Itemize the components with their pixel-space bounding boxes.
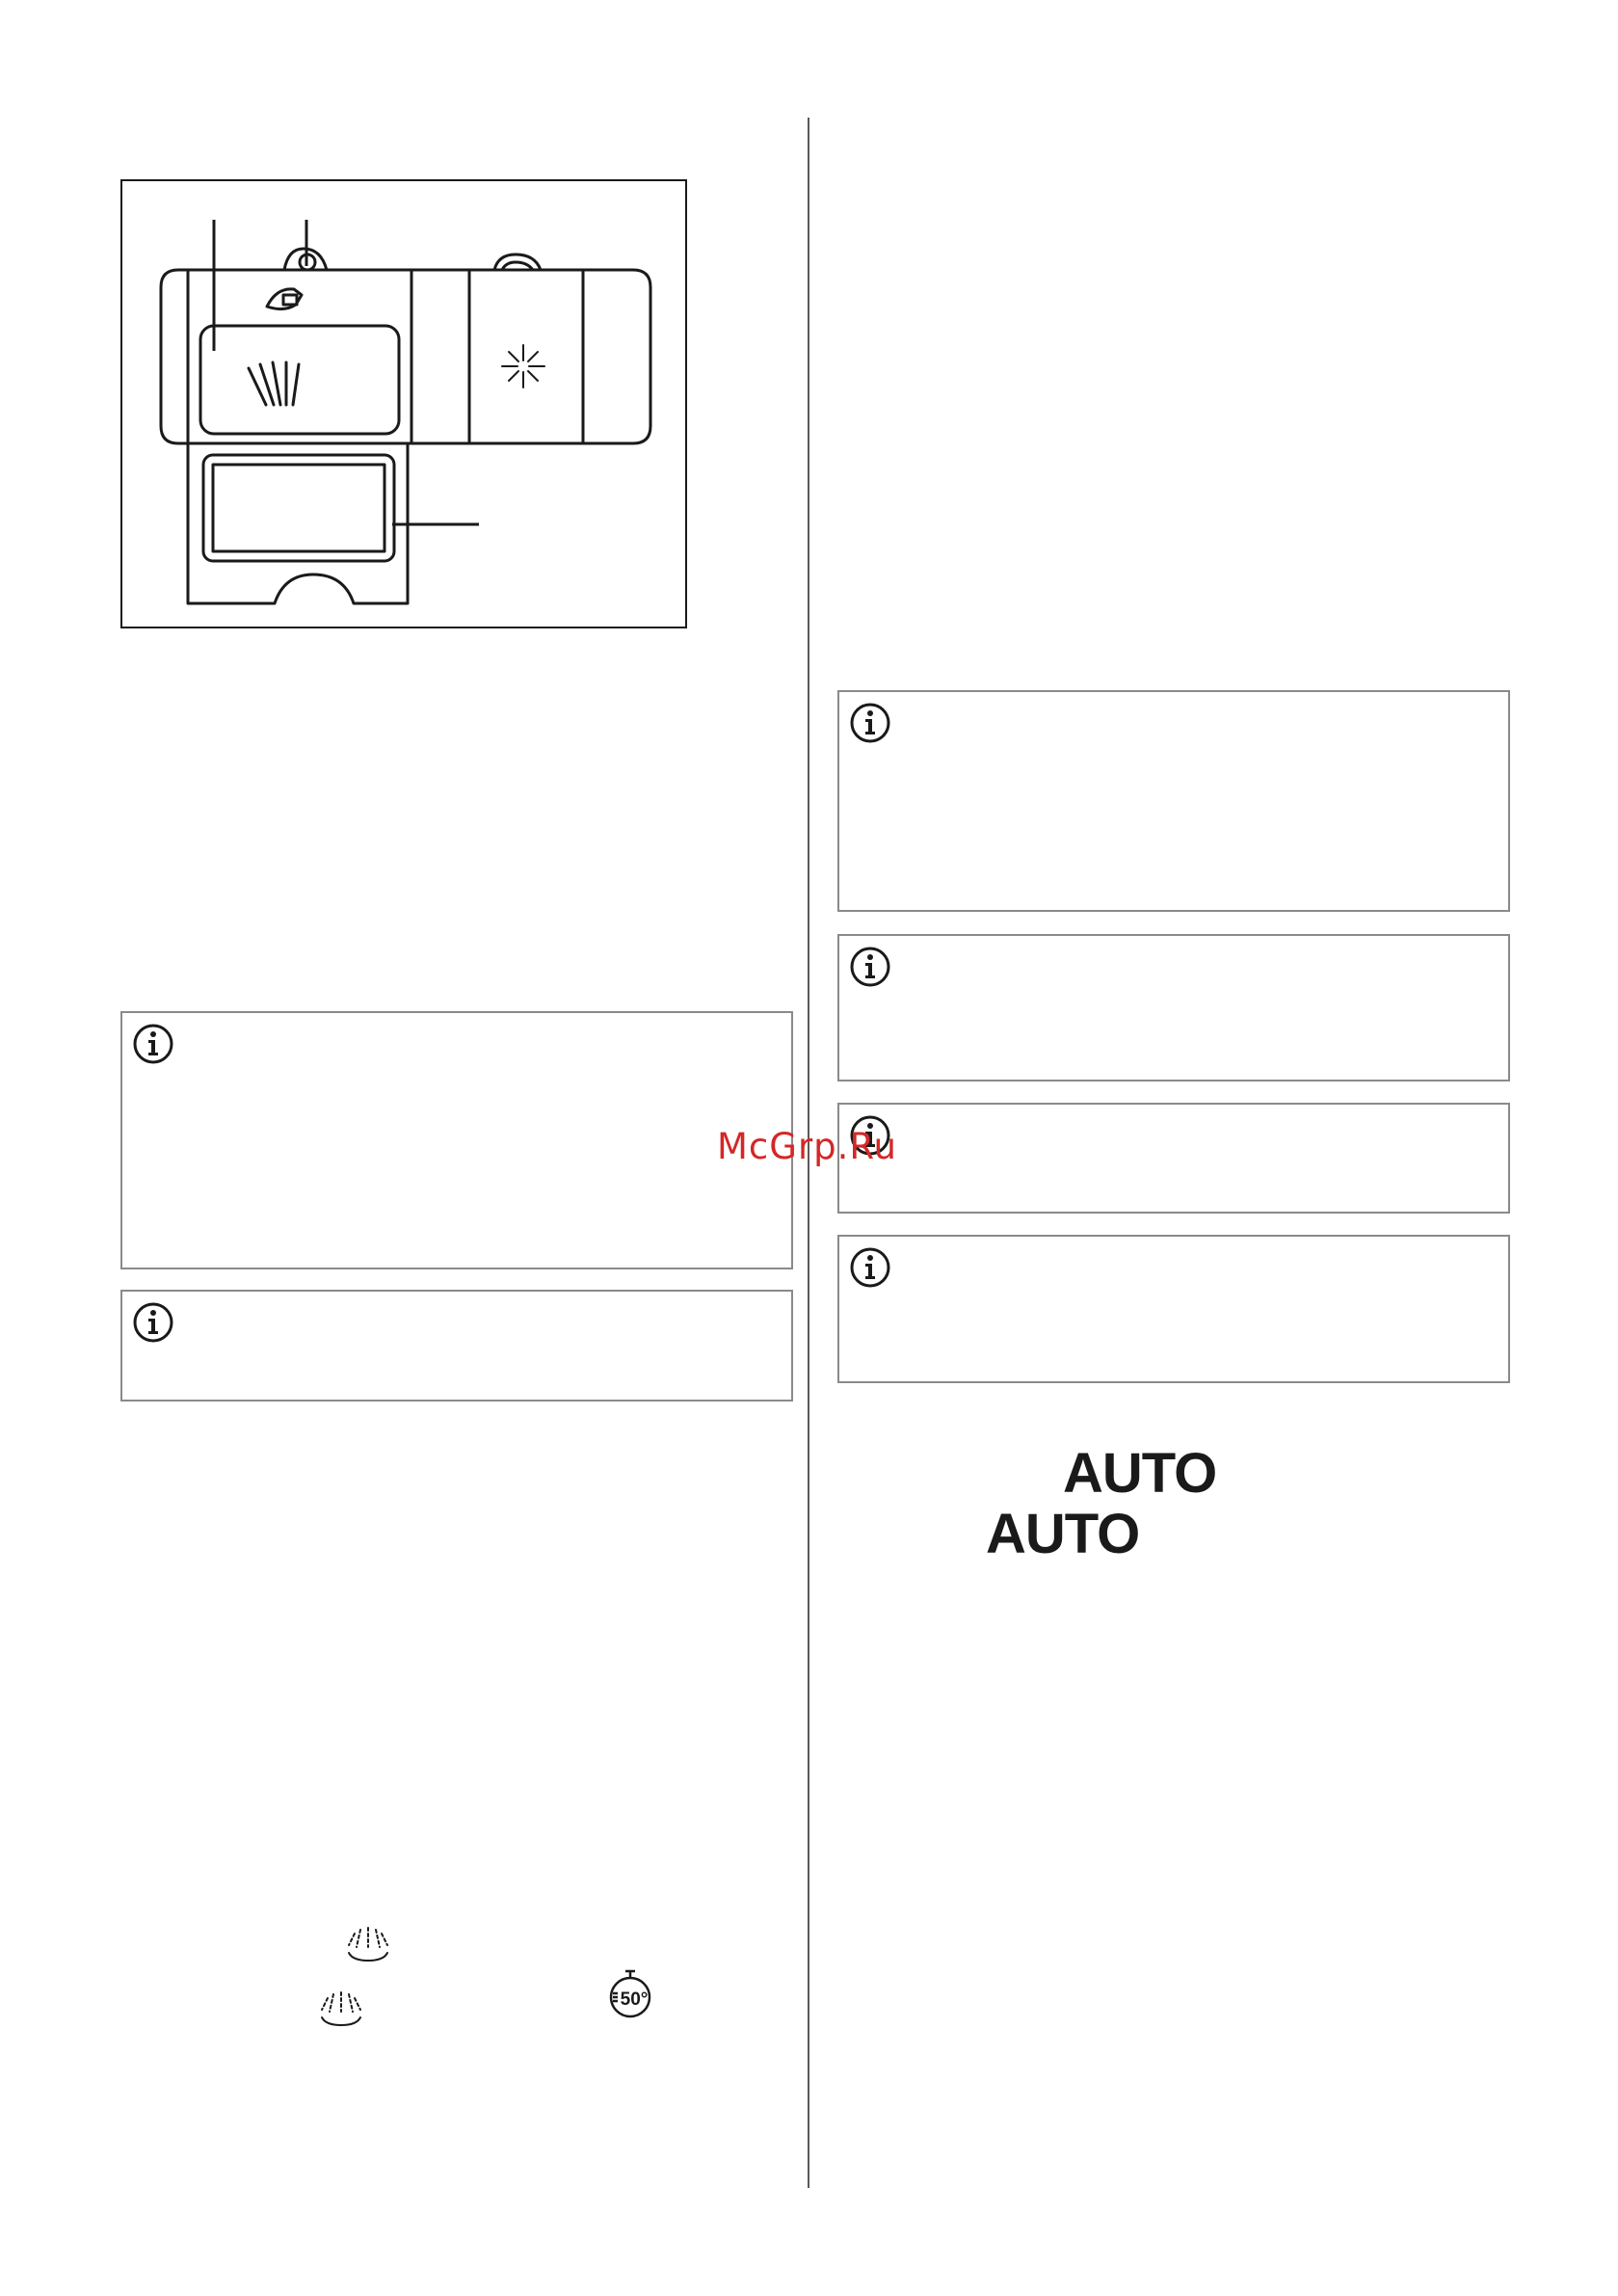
info-icon xyxy=(132,1301,174,1344)
note-box-left-2 xyxy=(120,1290,793,1402)
note-box-right-3 xyxy=(837,1103,1510,1214)
info-icon xyxy=(132,1023,174,1065)
auto-label-2: AUTO xyxy=(986,1503,1140,1565)
auto-label-1: AUTO xyxy=(1063,1442,1217,1505)
info-icon xyxy=(849,946,891,988)
note-box-right-1 xyxy=(837,690,1510,912)
timer-50-icon xyxy=(604,1966,658,2020)
info-icon xyxy=(849,702,891,744)
info-icon xyxy=(849,1246,891,1289)
note-box-right-2 xyxy=(837,934,1510,1081)
dispenser-figure xyxy=(120,179,687,628)
note-box-right-4 xyxy=(837,1235,1510,1383)
rinse-spray-icon xyxy=(345,1922,391,1964)
note-box-left-1 xyxy=(120,1011,793,1269)
watermark: McGrp.Ru xyxy=(717,1126,897,1167)
dispenser-diagram-icon xyxy=(122,181,685,627)
timer-label: 50° xyxy=(620,1989,649,2010)
rinse-spray-icon xyxy=(318,1987,364,2029)
